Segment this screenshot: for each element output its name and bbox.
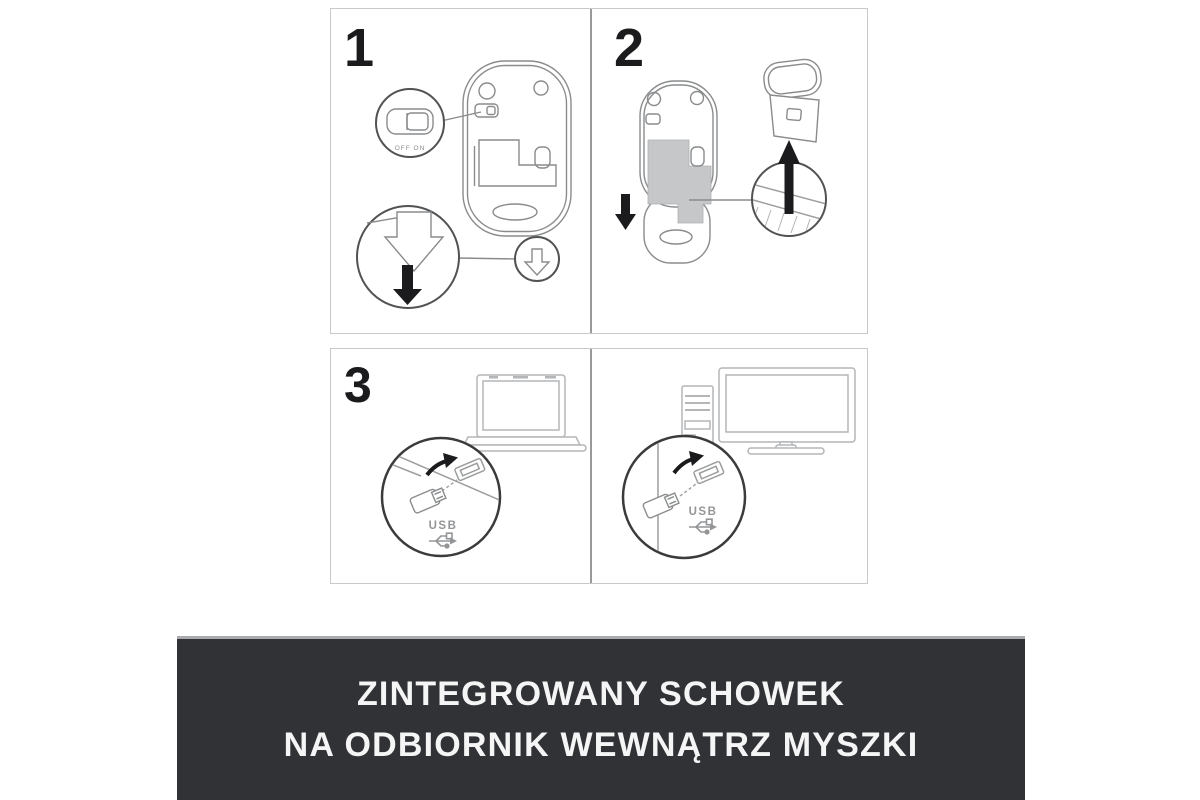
mouse-open-icon [640,81,717,223]
door-release-button-circle [515,237,559,281]
battery-door-release-detail-circle [357,206,459,308]
step-3-panel [330,348,868,584]
receiver-slot-detail-circle [746,140,830,236]
usb-label: USB [428,520,458,532]
usb-label: USB [688,506,718,518]
step-3-laptop-illustration [331,349,590,582]
steps-1-2-panel [330,8,868,334]
step-3-desktop-illustration [592,349,869,582]
caption-banner [177,636,1025,800]
off-on-label: OFF ON [394,145,426,152]
monitor-icon [719,368,855,454]
usb-connect-detail-circle [623,436,745,559]
laptop-icon [462,375,586,451]
usb-receiver-icon [762,58,823,142]
mouse-bottom-icon [463,61,571,236]
step-number-1: 1 [344,18,375,78]
step-number-2: 2 [614,18,645,78]
power-switch-detail-circle [376,89,444,157]
step-2-illustration [592,9,869,332]
down-arrow-icon [615,194,636,230]
caption-line-2: NA ODBIORNIK WEWNĄTRZ MYSZKI [283,725,919,764]
step-number-3: 3 [344,357,372,413]
power-switch-icon [475,104,498,117]
step-1-illustration [331,9,590,332]
caption-line-1: ZINTEGROWANY SCHOWEK [356,674,846,713]
door-latch [691,147,704,166]
usb-connect-detail-circle [373,438,511,556]
connector-line [457,258,517,259]
